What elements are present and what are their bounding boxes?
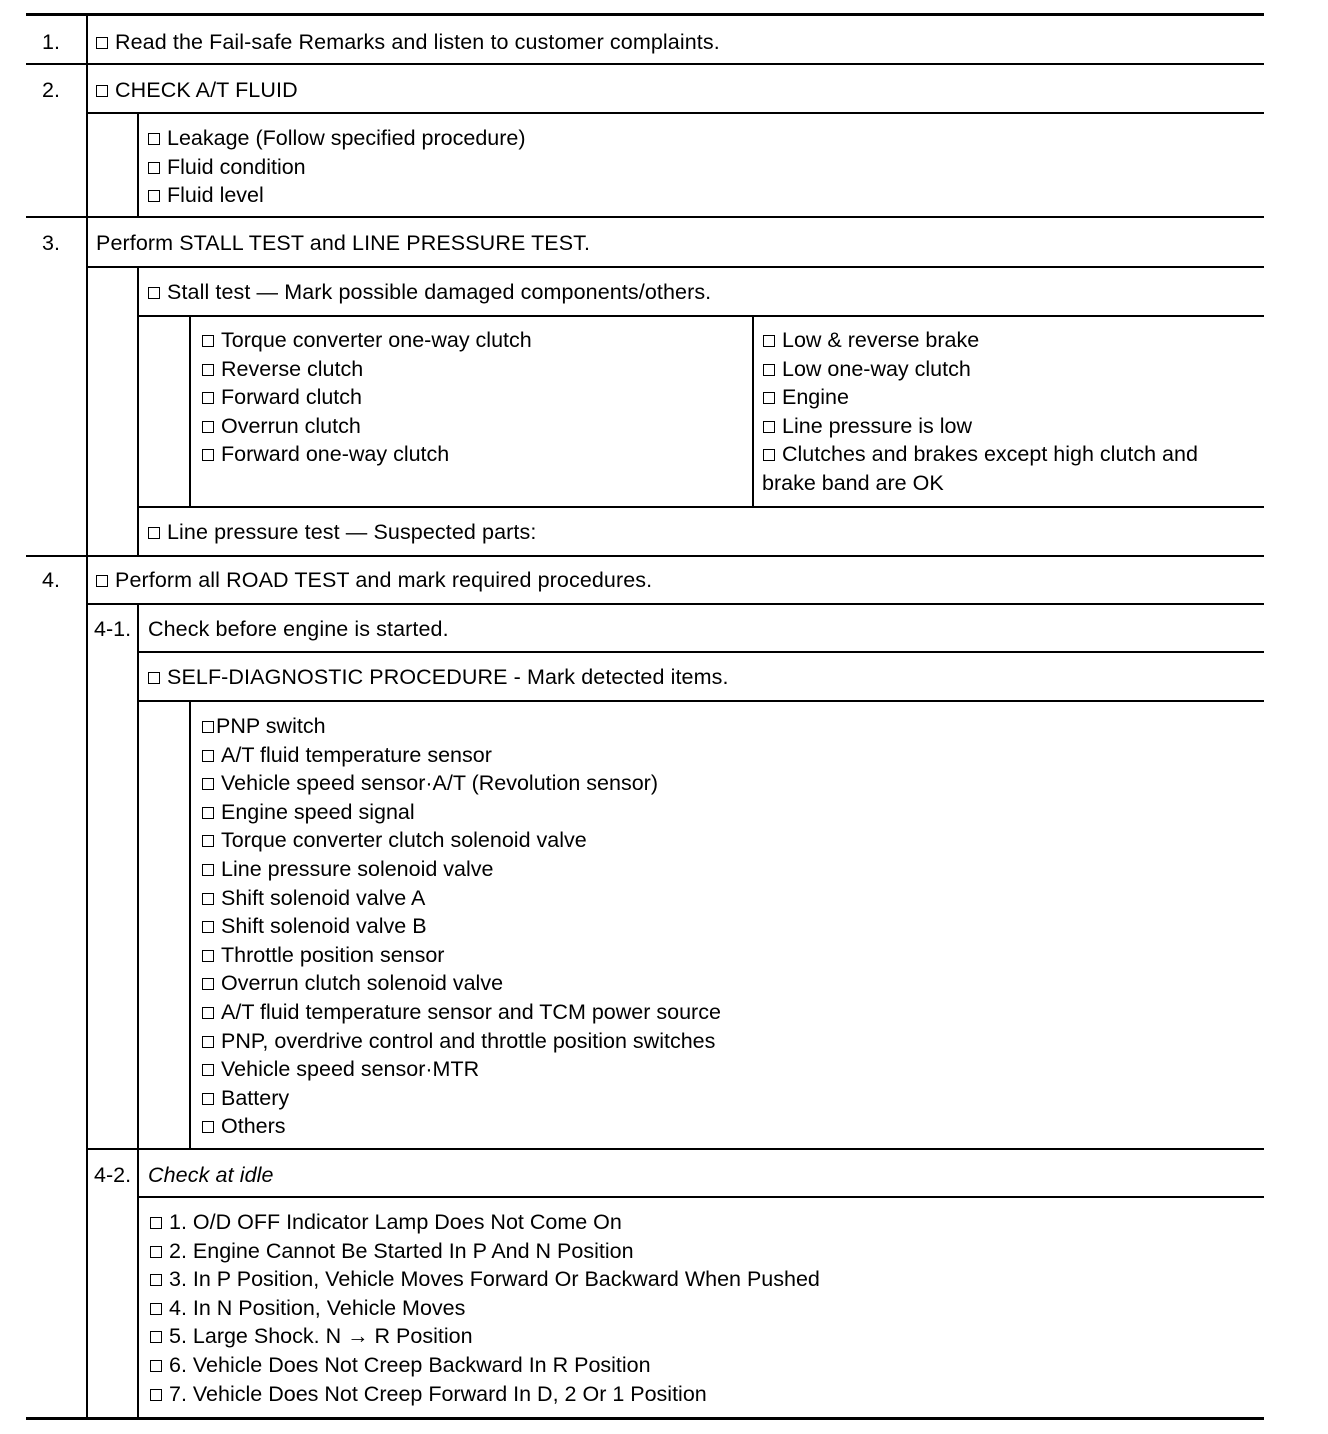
- checkbox[interactable]: [202, 364, 214, 376]
- checkbox[interactable]: [150, 1360, 162, 1372]
- checkbox[interactable]: [148, 133, 160, 145]
- list-item: Torque converter one-way clutch: [202, 326, 532, 355]
- list-item: Forward one-way clutch: [202, 440, 532, 469]
- top-border: [26, 13, 1264, 16]
- checkbox[interactable]: [202, 721, 214, 733]
- divider-stall-grid: [139, 315, 1264, 317]
- list-item: Shift solenoid valve A: [202, 884, 721, 913]
- divider-selfdiag-list: [139, 700, 1264, 702]
- checkbox[interactable]: [148, 527, 160, 539]
- checkbox[interactable]: [150, 1303, 162, 1315]
- list-item: Line pressure solenoid valve: [202, 855, 721, 884]
- step-number: 3.: [42, 231, 60, 255]
- col-sub2-border: [137, 112, 139, 217]
- list-item: A/T fluid temperature sensor and TCM power source: [202, 998, 721, 1027]
- list-item: Engine speed signal: [202, 798, 721, 827]
- fluid-check-list: [148, 124, 526, 210]
- step-number: 4.: [42, 568, 60, 592]
- list-item: Others: [202, 1112, 721, 1141]
- checkbox[interactable]: [763, 335, 775, 347]
- list-item: Shift solenoid valve B: [202, 912, 721, 941]
- idle-check-list: [150, 1208, 820, 1408]
- checkbox[interactable]: [763, 364, 775, 376]
- divider-grid-line: [139, 506, 1264, 508]
- checkbox[interactable]: [202, 1036, 214, 1048]
- checkbox[interactable]: [202, 835, 214, 847]
- col-stall-mid-border: [752, 315, 754, 507]
- list-item: Forward clutch: [202, 383, 532, 412]
- checkbox[interactable]: [202, 392, 214, 404]
- checkbox[interactable]: [148, 190, 160, 202]
- list-item: 7. Vehicle Does Not Creep Forward In D, 2 Or 1 Position: [150, 1380, 820, 1409]
- checkbox[interactable]: [202, 335, 214, 347]
- substep-number: 4-1.: [94, 617, 132, 641]
- list-item: Vehicle speed sensor·MTR: [202, 1055, 721, 1084]
- stall-test-row: [148, 278, 711, 307]
- step-1-text: [96, 28, 720, 57]
- substep-4-1-text: Check before engine is started.: [148, 617, 449, 641]
- checkbox[interactable]: [96, 85, 108, 97]
- checkbox[interactable]: [202, 1121, 214, 1133]
- stall-left-list: [202, 326, 532, 469]
- substep-number: 4-2.: [94, 1163, 132, 1187]
- step-3-text: Perform STALL TEST and LINE PRESSURE TEST.: [96, 231, 591, 255]
- list-item: Line pressure is low: [763, 412, 1198, 441]
- divider-41-42: [88, 1148, 1264, 1150]
- checkbox[interactable]: [150, 1274, 162, 1286]
- list-item: Low & reverse brake: [763, 326, 1198, 355]
- list-item: Battery: [202, 1084, 721, 1113]
- list-item: 4. In N Position, Vehicle Moves: [150, 1294, 820, 1323]
- list-item: A/T fluid temperature sensor: [202, 741, 721, 770]
- checkbox[interactable]: [202, 778, 214, 790]
- checkbox[interactable]: [202, 449, 214, 461]
- step-number: 2.: [42, 78, 60, 102]
- list-item: PNP, overdrive control and throttle position switches: [202, 1027, 721, 1056]
- line-pressure-row: [148, 518, 536, 547]
- checkbox[interactable]: [202, 978, 214, 990]
- checkbox[interactable]: [150, 1331, 162, 1343]
- checkbox[interactable]: [150, 1246, 162, 1258]
- self-diagnostic-list: [202, 712, 721, 1141]
- list-item: 3. In P Position, Vehicle Moves Forward Or Backward When Pushed: [150, 1265, 820, 1294]
- step-2-text: [96, 76, 298, 105]
- list-item: Clutches and brakes except high clutch and: [763, 440, 1198, 469]
- list-item: 2. Engine Cannot Be Started In P And N Position: [150, 1237, 820, 1266]
- list-item: Vehicle speed sensor·A/T (Revolution sensor): [202, 769, 721, 798]
- divider-4-41: [88, 603, 1264, 605]
- checkbox[interactable]: [202, 1064, 214, 1076]
- checkbox[interactable]: [202, 421, 214, 433]
- divider-41-selfdiag: [139, 651, 1264, 653]
- bottom-border: [26, 1417, 1264, 1420]
- col-num-border: [86, 14, 88, 1420]
- checkbox[interactable]: [96, 575, 108, 587]
- step-2-label: CHECK A/T FLUID: [115, 78, 298, 102]
- checkbox[interactable]: [763, 392, 775, 404]
- checkbox[interactable]: [148, 287, 160, 299]
- checkbox[interactable]: [763, 421, 775, 433]
- list-item: Torque converter clutch solenoid valve: [202, 826, 721, 855]
- step-4-text: [96, 566, 652, 595]
- checkbox[interactable]: [202, 921, 214, 933]
- step-number: 1.: [42, 30, 60, 54]
- checkbox[interactable]: [150, 1217, 162, 1229]
- step-1-label: Read the Fail-safe Remarks and listen to customer complaints.: [115, 30, 720, 54]
- list-item: PNP switch: [202, 712, 721, 741]
- checkbox[interactable]: [202, 750, 214, 762]
- checkbox[interactable]: [148, 162, 160, 174]
- checkbox[interactable]: [763, 449, 775, 461]
- divider-42-list: [139, 1196, 1264, 1198]
- divider-1-2: [26, 63, 1264, 65]
- checkbox[interactable]: [202, 864, 214, 876]
- divider-2-sub: [88, 112, 1264, 114]
- list-item: Throttle position sensor: [202, 941, 721, 970]
- substep-4-2-text: Check at idle: [148, 1163, 274, 1187]
- list-item: 6. Vehicle Does Not Creep Backward In R Position: [150, 1351, 820, 1380]
- list-item: Overrun clutch solenoid valve: [202, 969, 721, 998]
- list-item: Fluid condition: [148, 153, 526, 182]
- checkbox[interactable]: [148, 672, 160, 684]
- divider-2-3: [26, 216, 1264, 218]
- list-item: Engine: [763, 383, 1198, 412]
- list-item: Fluid level: [148, 181, 526, 210]
- checkbox[interactable]: [150, 1389, 162, 1401]
- checkbox[interactable]: [96, 37, 108, 49]
- list-item: Low one-way clutch: [763, 355, 1198, 384]
- list-item: 5. Large Shock. N → R Position: [150, 1322, 820, 1351]
- divider-3-stall: [88, 266, 1264, 268]
- list-item: Overrun clutch: [202, 412, 532, 441]
- col-stall-inner-border: [189, 315, 191, 507]
- divider-3-4: [26, 555, 1264, 557]
- stall-test-label: Stall test — Mark possible damaged components/others.: [167, 280, 712, 304]
- list-item: 1. O/D OFF Indicator Lamp Does Not Come On: [150, 1208, 820, 1237]
- checkbox[interactable]: [202, 1093, 214, 1105]
- checkbox[interactable]: [202, 950, 214, 962]
- step-4-label: Perform all ROAD TEST and mark required procedures.: [115, 568, 653, 592]
- self-diagnostic-label: SELF-DIAGNOSTIC PROCEDURE - Mark detected items.: [167, 665, 729, 689]
- checkbox[interactable]: [202, 1007, 214, 1019]
- col-sub4-border: [137, 603, 139, 1419]
- list-item-continuation: brake band are OK: [762, 470, 944, 495]
- line-pressure-label: Line pressure test — Suspected parts:: [167, 520, 537, 544]
- list-item: Reverse clutch: [202, 355, 532, 384]
- stall-right-list: [763, 326, 1198, 498]
- self-diagnostic-row: [148, 663, 729, 692]
- checkbox[interactable]: [202, 893, 214, 905]
- checkbox[interactable]: [202, 807, 214, 819]
- list-item: Leakage (Follow specified procedure): [148, 124, 526, 153]
- col-selfdiag-inner-border: [189, 700, 191, 1149]
- col-sub3-border: [137, 266, 139, 556]
